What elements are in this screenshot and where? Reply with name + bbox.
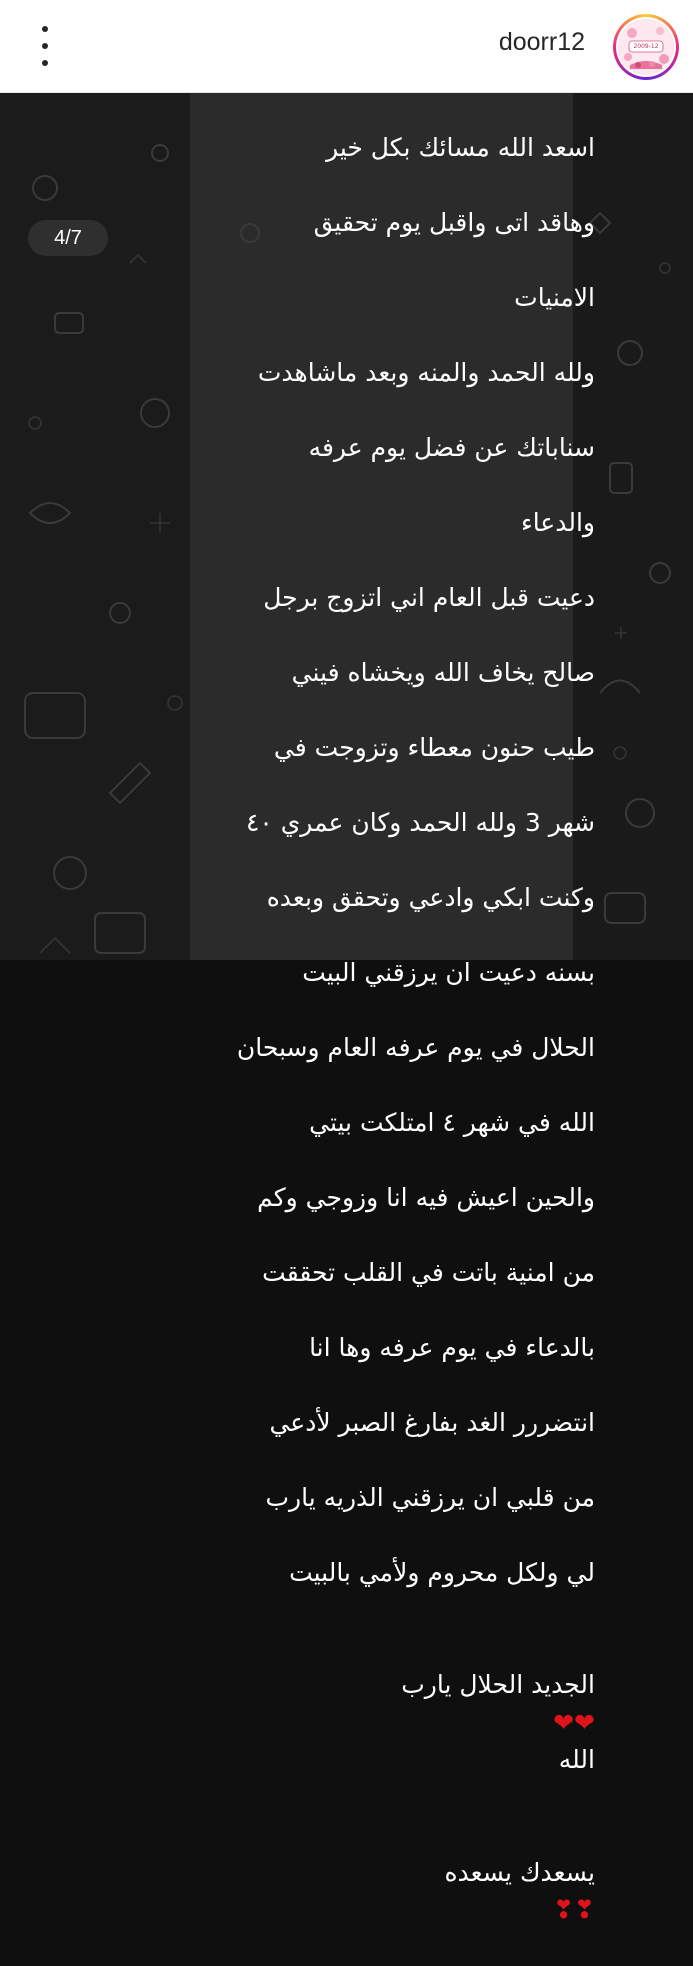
message-line-with-hearts (205, 1629, 595, 1779)
username[interactable]: doorr12 (498, 28, 585, 56)
message-line: انتضررر الغد بفارغ الصبر لأدعي (269, 1407, 595, 1437)
message-line: الله في شهر ٤ امتلكت بيتي (309, 1107, 595, 1137)
story-header (0, 0, 693, 93)
message-line: الله (558, 1745, 595, 1774)
story-page-indicator: 4/7 (28, 220, 108, 256)
message-line: وكنت ابكي وادعي وتحقق وبعده (266, 882, 595, 912)
heart-exclamation-icon: ❣❣ (553, 1895, 595, 1924)
message-line: من امنية باتت في القلب تحققت (262, 1257, 595, 1287)
avatar-frame (616, 17, 676, 77)
message-line: لي ولكل محروم ولأمي بالبيت (289, 1557, 595, 1587)
message-line: شهر 3 ولله الحمد وكان عمري ٤٠ (245, 807, 595, 837)
message-line: الامنيات (514, 282, 595, 312)
message-line-with-hearts (205, 1816, 595, 1929)
more-options-icon[interactable] (30, 26, 60, 66)
message-line: دعيت قبل العام اني اتزوج برجل (263, 582, 595, 612)
dot (42, 26, 48, 32)
message-line: الجديد الحلال يارب (401, 1670, 595, 1699)
message-line: بسنه دعيت ان يرزقني البيت (302, 957, 595, 987)
dot (42, 43, 48, 49)
heart-icon: ❤❤ (553, 1707, 595, 1737)
message-line: سناباتك عن فضل يوم عرفه (308, 432, 595, 462)
avatar-image (618, 19, 674, 75)
message-line: وهاقد اتى واقبل يوم تحقيق (313, 207, 595, 237)
message-line: ولله الحمد والمنه وبعد ماشاهدت (257, 357, 595, 387)
message-line: من قلبي ان يرزقني الذريه يارب (265, 1482, 595, 1512)
story-content[interactable] (0, 93, 693, 1924)
message-line: والدعاء (520, 507, 595, 537)
story-message (205, 91, 595, 1966)
avatar[interactable] (613, 14, 679, 80)
message-line: والحين اعيش فيه انا وزوجي وكم (257, 1182, 595, 1212)
message-line: طيب حنون معطاء وتزوجت في (273, 732, 595, 762)
avatar-label: 2009-12 (633, 43, 659, 50)
message-line: بالدعاء في يوم عرفه وها انا (309, 1332, 595, 1362)
message-line: يسعدك يسعده (444, 1857, 595, 1887)
dot (42, 60, 48, 66)
message-line: الحلال في يوم عرفه العام وسبحان (236, 1032, 595, 1062)
message-line: صالح يخاف الله ويخشاه فيني (291, 657, 595, 687)
message-line: اسعد الله مسائك بكل خير (326, 132, 595, 162)
